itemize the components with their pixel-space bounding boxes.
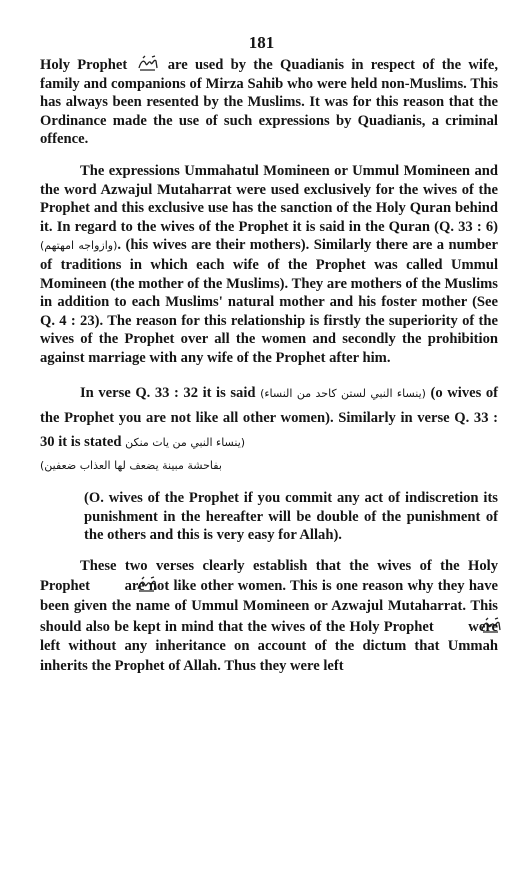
paragraph-3	[40, 381, 498, 455]
honorific-calligraphy-icon	[95, 576, 119, 593]
paragraph-3-text-a: In verse Q. 33 : 32 it is said	[80, 384, 256, 401]
arabic-quote-q33-30-part1: (ينساء النبي من يات منكن	[125, 435, 246, 449]
arabic-quote-q33-32: (ينساء النبي لستن كاحد من النساء)	[260, 386, 426, 400]
paragraph-2-text-b: . (his wives are their mothers). Similarly there are a number of traditions in which each wife of the Prophet was called Ummul Momineen (the mother of the Muslims). They are mothers of the Muslims in addition to each Muslims' natural mother and his foster mother (See Q. 4 : 23). The reason for this relationship is firstly the superiority of the wives of the Prophet over all the women and secondly the prohibition against marriage with any wife of the Prophet after him.	[40, 237, 498, 366]
paragraph-1-text-a: Holy Prophet	[40, 57, 128, 73]
page-number: 181	[248, 33, 275, 52]
honorific-calligraphy-icon	[136, 55, 160, 72]
paragraph-2-text-a: The expressions Ummahatul Momineen or Ummul Momineen and the word Azwajul Mutaharrat were used exclusively for the wives of the Prophet and this exclusive use has the sanction of the Holy Quran behind it. In regard to the wives of the Prophet it is said in the Quran (Q. 33 : 6)	[40, 162, 498, 235]
arabic-quote-q33-6: (وازواجه امهتهم)	[40, 239, 118, 253]
paragraph-4-text-b: are not like other women. This is one reason why they have been given the name of Ummul Momineen or Azwajul Mutaharrat. This should also be kept in mind that the wives of the Holy Prophet	[40, 578, 499, 635]
paragraph-2	[40, 162, 498, 368]
paragraph-1-text-b: are used by the Quadianis in respect of the wife, family and companions of Mirza Sahib who were held non-Muslims. This has always been resented by the Muslims. It was for this reason that the Ordinance made the use of such expressions by Quadianis, a criminal offence.	[40, 57, 498, 148]
paragraph-4-text-a: These two verses clearly establish that the wives of the Holy Prophet	[40, 557, 498, 595]
paragraph-3-text-b: (o wives of the Prophet you are not like all other women). Similarly in verse Q. 33 : 30 it is stated	[40, 384, 498, 450]
block-quote-translation: (O. wives of the Prophet if you commit any act of indiscretion its punishment in the hereafter will be double of the punishment of the others and this is very easy for Allah).	[84, 490, 498, 544]
paragraph-4-text-c: were left without any inheritance on account of the dictum that Ummah inherits the Prophet of Allah. Thus they were left	[40, 618, 499, 674]
paragraph-4	[40, 557, 498, 677]
honorific-calligraphy-icon	[439, 617, 463, 634]
arabic-quote-q33-30-part2: بفاحشة مبينة يضعف لها العذاب ضعفين)	[40, 458, 222, 472]
paragraph-1	[40, 55, 498, 149]
page-body	[40, 55, 498, 689]
